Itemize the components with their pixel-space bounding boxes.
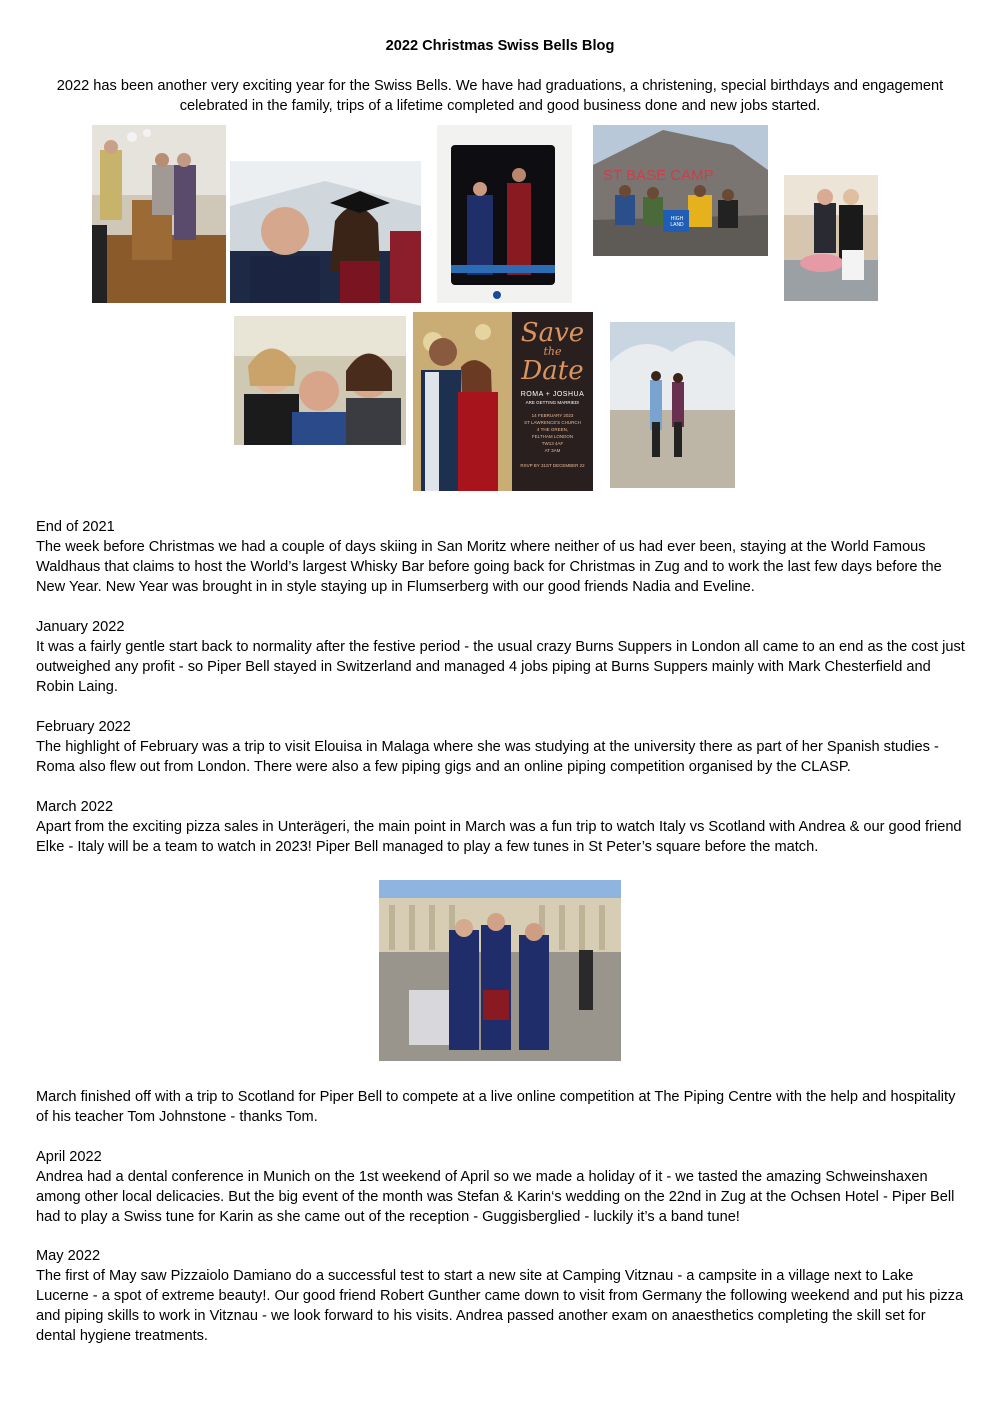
birthday-selfie-photo xyxy=(234,316,406,445)
event-detail: 14 FEBRUARY 2023 xyxy=(531,413,574,418)
section-body: Andrea had a dental conference in Munich on the 1st weekend of April so we made a holiday of it - we tasted the amazing Schweinshaxen among other local delicacies. But the big event of the month was Stefan & Karin‘s wedding on the 22nd in Zug at the Ochsen Hotel - Piper Bell had to play a Swiss tune for Karin as she came out of the reception - Guggisberglied - luckily it’s a band tune! xyxy=(36,1169,955,1225)
engagement-couple-photo xyxy=(413,312,513,491)
page-title: 2022 Christmas Swiss Bells Blog xyxy=(385,38,615,54)
save-word: Save xyxy=(520,318,585,348)
base-camp-photo xyxy=(593,125,768,256)
section-body: The week before Christmas we had a couple of days skiing in San Moritz where neither of us had ever been, staying at the World Famous Waldhaus that claims to host the World’s largest Whisky Bar before going back for Christmas in Zug and to work the last few days before the New Year. New Year was brought in in style staying up in Flumserberg with our good friends Nadia and Eveline. xyxy=(36,539,942,595)
event-detail: TW13 4AF xyxy=(541,441,564,446)
section-body: Apart from the exciting pizza sales in Unterägeri, the main point in March was a fun trip to watch Italy vs Scotland with Andrea & our good friend Elke - Italy will be a team to watch in 2023! Piper Bell managed to play a few tunes in St Peter’s square before the match. xyxy=(36,819,962,855)
section-heading: March 2022 xyxy=(36,799,114,815)
intro-paragraph: 2022 has been another very exciting year for the Swiss Bells. We have had graduations, a christening, special birthdays and engagement celebrated in the family, trips of a lifetime completed and good business done and new jobs started. xyxy=(56,78,944,114)
event-detail: 4 THE GREEN, xyxy=(536,427,569,432)
date-word: Date xyxy=(521,356,584,386)
svg-text:ST BASE CAMP: ST BASE CAMP xyxy=(603,167,714,184)
section-april-2022 xyxy=(36,1147,966,1227)
section-heading: January 2022 xyxy=(36,619,125,635)
section-march-2022 xyxy=(36,797,966,857)
section-heading: May 2022 xyxy=(36,1248,101,1264)
getting-married-text: ARE GETTING MARRIED! xyxy=(525,400,580,405)
section-january-2022 xyxy=(36,617,966,697)
christening-photo xyxy=(92,125,226,303)
section-heading: End of 2021 xyxy=(36,519,115,535)
section-body: The highlight of February was a trip to visit Elouisa in Malaga where she was studying at the university there as part of her Spanish studies - Roma also flew out from London. There were also a few piping gigs and an online piping competition organised by the CLASP. xyxy=(36,739,939,775)
highland-sign-label: HIGH LAND xyxy=(670,216,684,228)
section-may-2022 xyxy=(36,1246,966,1346)
the-word: the xyxy=(543,345,562,358)
march-continued-paragraph: March finished off with a trip to Scotland for Piper Bell to compete at a live online competition at The Piping Centre with the help and hospitality of his teacher Tom Johnstone - thanks Tom. xyxy=(36,1089,956,1125)
graduation-selfie-photo xyxy=(230,161,421,303)
section-body: It was a fairly gentle start back to normality after the festive period - the usual crazy Burns Suppers in London all came to an end as the cost just outweighed any profit - so Piper Bell stayed in Switzerland and managed 4 jobs piping at Burns Suppers mainly with Mark Chesterfield and Robin Laing. xyxy=(36,639,965,695)
save-the-date-card xyxy=(512,312,593,491)
section-heading: February 2022 xyxy=(36,719,131,735)
couple-names: ROMA + JOSHUA xyxy=(520,391,585,398)
graduation-stage-photo xyxy=(437,125,572,303)
event-detail: FELTHAM LONDON xyxy=(531,434,574,439)
section-heading: April 2022 xyxy=(36,1149,102,1165)
rsvp-text: RSVP BY 31ST DECEMBER 22 xyxy=(520,463,585,468)
section-body: The first of May saw Pizzaiolo Damiano do a successful test to start a new site at Camping Vitznau - a campsite in a village next to Lake Lucerne - a spot of extreme beauty!. Our good friend Robert Gunther came down to visit from Germany the following weekend and put his pizza and piping skills to work in Vitznau - we look forward to his visits. Andrea passed another exam on anaesthetics completing the skill set for dental hygiene treatments. xyxy=(36,1268,964,1344)
section-february-2022 xyxy=(36,717,966,777)
section-end-2021 xyxy=(36,517,966,597)
event-detail: AT 3AM xyxy=(544,448,561,453)
fountain-photo xyxy=(610,322,735,488)
cake-cutting-photo xyxy=(784,175,878,301)
event-detail: ST LAWRENCE'S CHURCH xyxy=(524,420,581,425)
st-peters-square-photo xyxy=(379,880,621,1061)
